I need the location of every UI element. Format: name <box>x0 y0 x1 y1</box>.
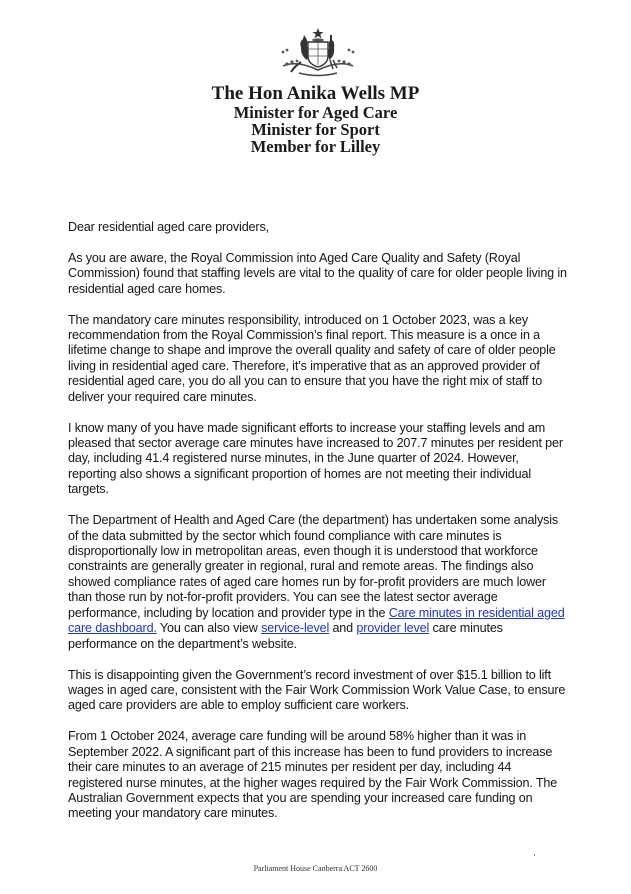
analysis-text-3: and <box>329 621 357 636</box>
care-minutes-dashboard-link[interactable]: Care minutes in residential aged care dashboard. <box>68 605 565 636</box>
paragraph-royal-commission: As you are aware, the Royal Commission into Aged Care Quality and Safety (Royal Commission) found that staffing levels are vital to the quality of care for older people living in residential aged care homes. <box>68 250 567 296</box>
letterhead <box>0 84 631 155</box>
salutation: Dear residential aged care providers, <box>68 220 269 234</box>
role-sport: Minister for Sport <box>251 120 380 139</box>
role-member-lilley: Member for Lilley <box>250 137 381 156</box>
minister-name: The Hon Anika Wells MP <box>211 83 420 104</box>
paragraph-sector-average: I know many of you have made significant efforts to increase your staffing levels and am pleased that sector average care minutes have increased to 207.7 minutes per resident per day, including 41.4 registered nurse minutes, in the June quarter of 2024. However, reporting also shows a significant proportion of homes are not meeting their individual targets. <box>68 420 563 497</box>
footer-address: Parliament House Canberra ACT 2600 <box>253 864 378 873</box>
scan-artifact <box>534 854 535 856</box>
analysis-text-2: You can also view <box>156 621 262 636</box>
paragraph-department-analysis <box>68 513 568 652</box>
coat-of-arms-icon <box>277 26 359 78</box>
service-level-link[interactable]: service-level <box>261 621 330 636</box>
paragraph-investment: This is disappointing given the Government’s record investment of over $15.1 billion to lift wages in aged care, consistent with the Fair Work Commission Work Value Case, to ensure aged care providers are able to employ sufficient care workers. <box>68 667 566 713</box>
provider-level-link[interactable]: provider level <box>356 621 430 636</box>
paragraph-funding: From 1 October 2024, average care funding will be around 58% higher than it was in September 2022. A significant part of this increase has been to fund providers to increase their care minutes to an average of 215 minutes per resident per day, including 44 registered nurse minutes, at the higher wages required by the Fair Work Commission. The Australian Government expects that you are spending your increased care funding on meeting your mandatory care minutes. <box>68 729 558 821</box>
role-aged-care: Minister for Aged Care <box>233 103 398 122</box>
letter-body <box>68 220 568 837</box>
analysis-text: The Department of Health and Aged Care (the department) has undertaken some analysis of the data submitted by the sector which found compliance with care minutes is disproportionally low in metropolitan areas, even though it is understood that workforce constraints are generally greater in regional, rural and remote areas. The findings also showed compliance rates of aged care homes run by for-profit providers are much lower than those run by not-for-profit providers. You can see the latest sector average performance, including by location and provider type in the <box>68 513 559 620</box>
paragraph-care-minutes-responsibility: The mandatory care minutes responsibility, introduced on 1 October 2023, was a key recommendation from the Royal Commission’s final report. This measure is a once in a lifetime change to shape and improve the overall quality and safety of care of older people living in residential aged care. Therefore, it’s imperative that as an approved provider of residential aged care, you do all you can to ensure that you have the right mix of staff to deliver your required care minutes. <box>68 312 556 404</box>
analysis-text-4: care minutes performance on the department’s website. <box>68 621 503 651</box>
